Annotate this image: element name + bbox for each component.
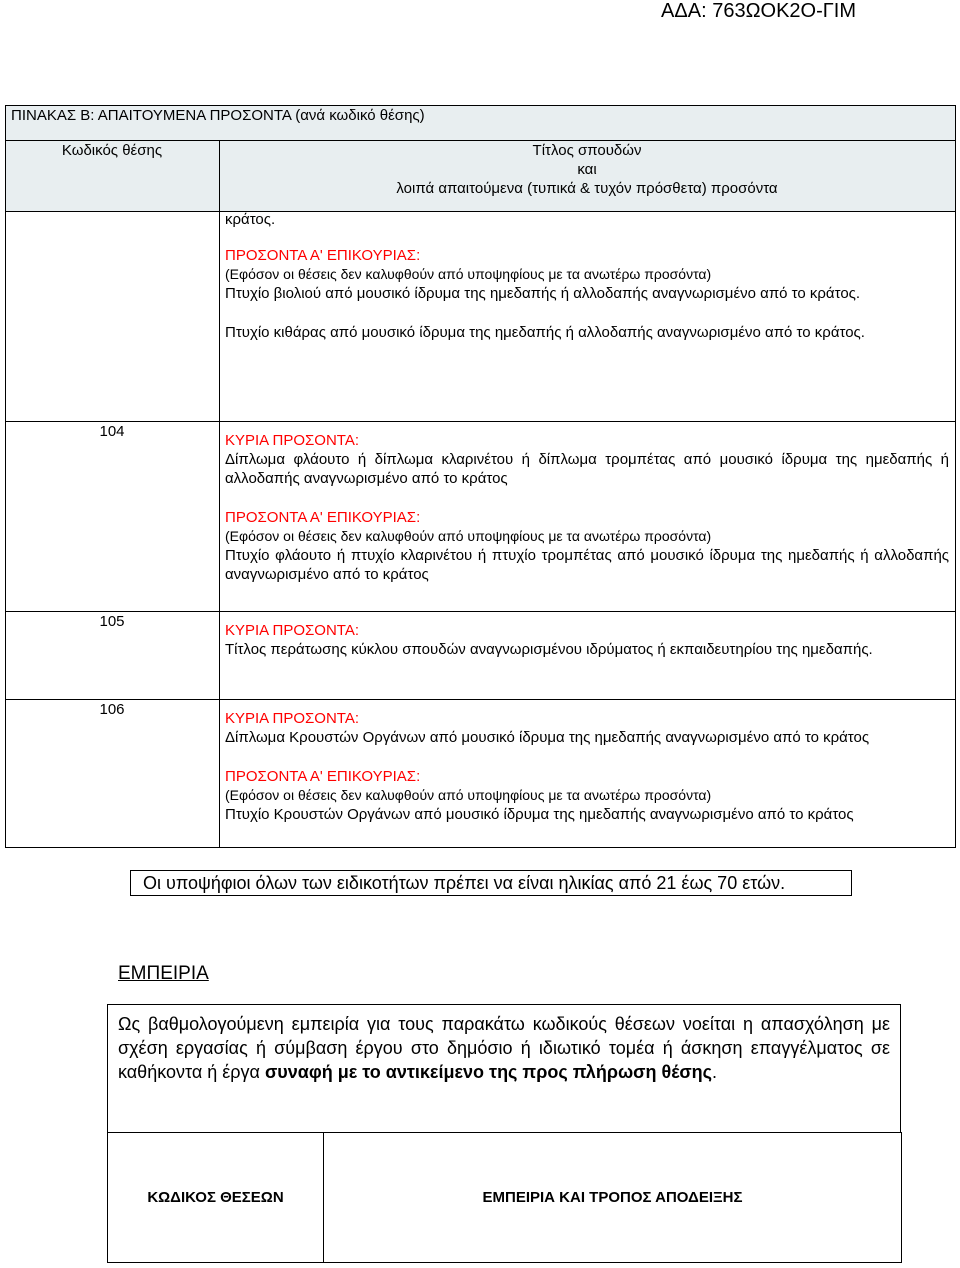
requirement-text: Πτυχίο βιολιού από μουσικό ίδρυμα της ημεδαπής ή αλλοδαπής αναγνωρισμένο από το κράτος. xyxy=(225,285,861,302)
table-row xyxy=(6,212,956,422)
secondary-requirement-text: Πτυχίο Κρουστών Οργάνων από μουσικό ίδρυμα της ημεδαπής αναγνωρισμένο από το κράτος xyxy=(225,806,854,823)
table-title-row xyxy=(6,106,956,141)
experience-heading: ΕΜΠΕΙΡΙΑ xyxy=(118,963,209,984)
main-requirement-text: Δίπλωμα Κρουστών Οργάνων από μουσικό ίδρυμα της ημεδαπής αναγνωρισμένο από το κράτος xyxy=(225,729,870,746)
secondary-requirement-text: Πτυχίο φλάουτο ή πτυχίο κλαρινέτου ή πτυχίο τρομπέτας από μουσικό ίδρυμα της ημεδαπής ή αλλοδαπής αναγνωρισμένο από το κράτος xyxy=(225,547,950,583)
secondary-label: ΠΡΟΣΟΝΤΑ Α' ΕΠΙΚΟΥΡΙΑΣ: xyxy=(225,247,421,264)
experience-description xyxy=(107,1004,901,1133)
header-title-line2: και xyxy=(577,161,597,178)
table-row xyxy=(6,422,956,612)
row-code: 104 xyxy=(6,422,220,612)
row-code xyxy=(6,212,220,422)
row-code: 106 xyxy=(6,700,220,848)
experience-text-bold: συναφή με το αντικείμενο της προς πλήρωση θέσης xyxy=(264,1062,712,1082)
table-title: ΠΙΝΑΚΑΣ Β: ΑΠΑΙΤΟΥΜΕΝΑ ΠΡΟΣΟΝΤΑ (ανά κωδικό θέσης) xyxy=(6,106,956,141)
main-requirement-text: Δίπλωμα φλάουτο ή δίπλωμα κλαρινέτου ή δίπλωμα τρομπέτας από μουσικό ίδρυμα της ημεδαπής ή αλλοδαπής αναγνωρισμένο από το κράτος xyxy=(225,451,950,487)
requirement-text: Πτυχίο κιθάρας από μουσικό ίδρυμα της ημεδαπής ή αλλοδαπής αναγνωρισμένο από το κράτος. xyxy=(225,324,865,341)
secondary-label: ΠΡΟΣΟΝΤΑ Α' ΕΠΙΚΟΥΡΙΑΣ: xyxy=(225,509,421,526)
secondary-label: ΠΡΟΣΟΝΤΑ Α' ΕΠΙΚΟΥΡΙΑΣ: xyxy=(225,768,421,785)
row-code: 105 xyxy=(6,612,220,700)
age-requirement-note: Οι υποψήφιοι όλων των ειδικοτήτων πρέπει να είναι ηλικίας από 21 έως 70 ετών. xyxy=(130,870,852,896)
experience-table xyxy=(107,1132,902,1263)
condition-text: (Εφόσον οι θέσεις δεν καλυφθούν από υποψηφίους με τα ανωτέρω προσόντα) xyxy=(225,266,712,282)
main-requirement-text: Τίτλος περάτωσης κύκλου σπουδών αναγνωρισμένου ιδρύματος ή εκπαιδευτηρίου της ημεδαπής. xyxy=(225,641,873,658)
column-header-code: Κωδικός θέσης xyxy=(6,141,220,212)
main-label: ΚΥΡΙΑ ΠΡΟΣΟΝΤΑ: xyxy=(225,622,360,639)
header-title-line1: Τίτλος σπουδών xyxy=(532,142,642,159)
ada-code: ΑΔΑ: 763ΩΟΚ2Ο-ΓΙΜ xyxy=(661,0,856,22)
column-header-experience-proof: ΕΜΠΕΙΡΙΑ ΚΑΙ ΤΡΟΠΟΣ ΑΠΟΔΕΙΞΗΣ xyxy=(324,1133,902,1263)
table-row xyxy=(6,612,956,700)
main-label: ΚΥΡΙΑ ΠΡΟΣΟΝΤΑ: xyxy=(225,710,360,727)
main-label: ΚΥΡΙΑ ΠΡΟΣΟΝΤΑ: xyxy=(225,432,360,449)
continuation-text: κράτος. xyxy=(225,211,276,228)
condition-text: (Εφόσον οι θέσεις δεν καλυφθούν από υποψηφίους με τα ανωτέρω προσόντα) xyxy=(225,528,712,544)
column-header-positions: ΚΩΔΙΚΟΣ ΘΕΣΕΩΝ xyxy=(108,1133,324,1263)
experience-text: Ως βαθμολογούμενη εμπειρία για τους παρακάτω κωδικούς θέσεων νοείται η απασχόληση με σχέση εργασίας ή σύμβαση έργου στο δημόσιο ή ιδιωτικό τομέα ή άσκηση επαγγέλματος σε καθήκοντα ή έργα xyxy=(118,1014,890,1082)
requirements-table xyxy=(5,105,956,848)
table-header-row xyxy=(6,141,956,212)
table-row xyxy=(6,700,956,848)
header-title-line3: λοιπά απαιτούμενα (τυπικά & τυχόν πρόσθετα) προσόντα xyxy=(396,180,778,197)
condition-text: (Εφόσον οι θέσεις δεν καλυφθούν από υποψηφίους με τα ανωτέρω προσόντα) xyxy=(225,787,712,803)
experience-table-header xyxy=(108,1133,902,1263)
experience-text-end: . xyxy=(711,1062,717,1082)
column-header-title xyxy=(220,141,956,212)
